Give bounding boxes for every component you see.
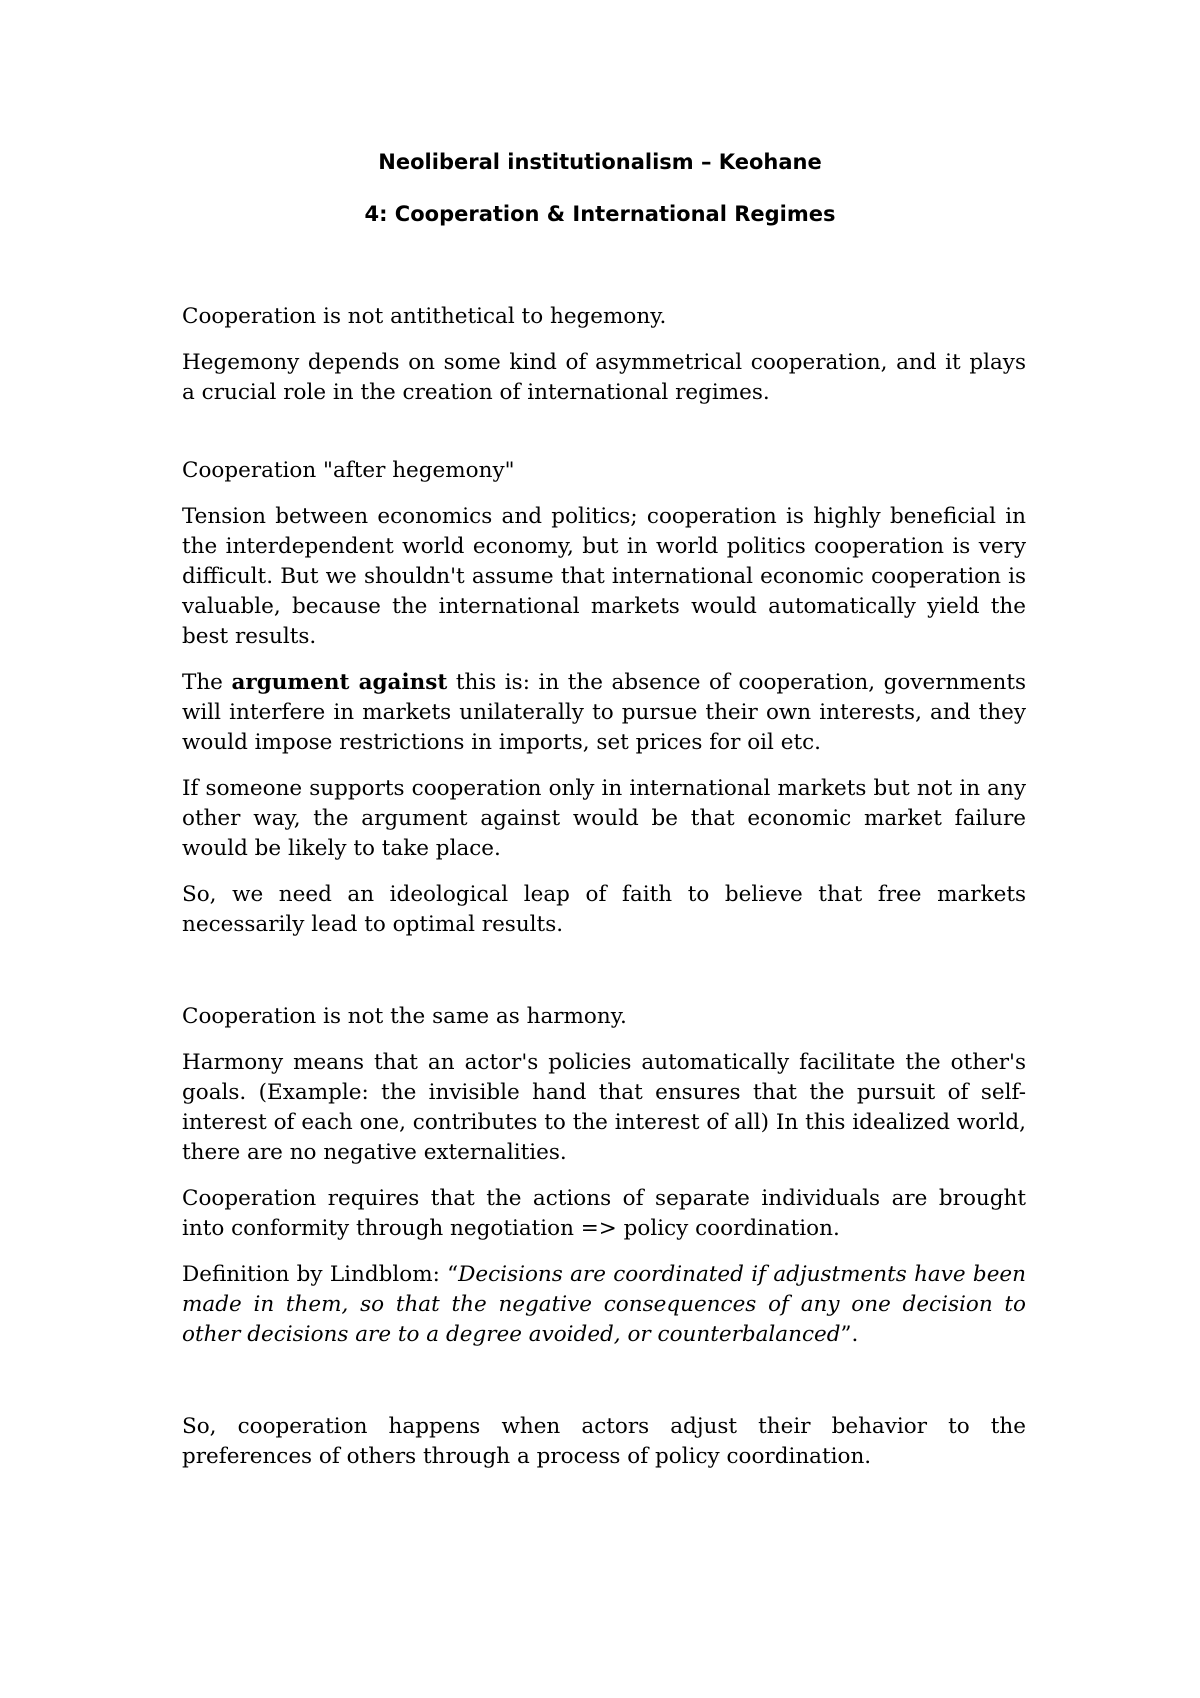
- paragraph-asymmetrical-cooperation: Hegemony depends on some kind of asymmetrical cooperation, and it plays a crucial role in the creation of international regimes.: [182, 350, 1026, 405]
- document-subtitle: 4: Cooperation & International Regimes: [364, 202, 836, 226]
- paragraph-lindblom-definition: [182, 1260, 1026, 1350]
- paragraph-hegemony-intro: Cooperation is not antithetical to hegemony.: [182, 304, 667, 329]
- paragraph-policy-coordination: Cooperation requires that the actions of separate individuals are brought into conformity through negotiation => policy coordination.: [182, 1186, 1026, 1241]
- title-block: [0, 148, 1200, 228]
- lindblom-post: ”.: [840, 1322, 859, 1347]
- paragraph-conclusion: So, cooperation happens when actors adjust their behavior to the preferences of others through a process of policy coordination.: [182, 1414, 1026, 1469]
- paragraph-economics-politics: Tension between economics and politics; cooperation is highly beneficial in the interdependent world economy, but in world politics cooperation is very difficult. But we shouldn't assume that international economic cooperation is valuable, because the international markets would automatically yield the best results.: [182, 504, 1026, 649]
- argument-post: this is: in the absence of cooperation, governments will interfere in markets unilaterally to pursue their own interests, and they would impose restrictions in imports, set prices for oil etc.: [182, 670, 1026, 755]
- paragraph-argument-against: [182, 668, 1026, 758]
- section-heading-harmony: Cooperation is not the same as harmony.: [182, 1004, 627, 1029]
- argument-against-bold: argument against: [231, 670, 448, 695]
- paragraph-harmony-definition: Harmony means that an actor's policies automatically facilitate the other's goals. (Example: the invisible hand that ensures that the pursuit of self-interest of each one, contributes to the interest of all) In this idealized world, there are no negative externalities.: [182, 1050, 1026, 1165]
- lindblom-quote: Decisions are coordinated if adjustments have been made in them, so that the negative consequences of any one decision to other decisions are to a degree avoided, or counterbalanced: [182, 1262, 1026, 1347]
- lindblom-pre: Definition by Lindblom: “: [182, 1262, 459, 1287]
- document-body: [182, 302, 1026, 1472]
- paragraph-leap-of-faith: So, we need an ideological leap of faith to believe that free markets necessarily lead to optimal results.: [182, 882, 1026, 937]
- document-title: Neoliberal institutionalism – Keohane: [378, 150, 822, 174]
- paragraph-market-failure: If someone supports cooperation only in international markets but not in any other way, the argument against would be that economic market failure would be likely to take place.: [182, 776, 1026, 861]
- argument-pre: The: [182, 670, 232, 695]
- section-heading-after-hegemony: Cooperation "after hegemony": [182, 458, 515, 483]
